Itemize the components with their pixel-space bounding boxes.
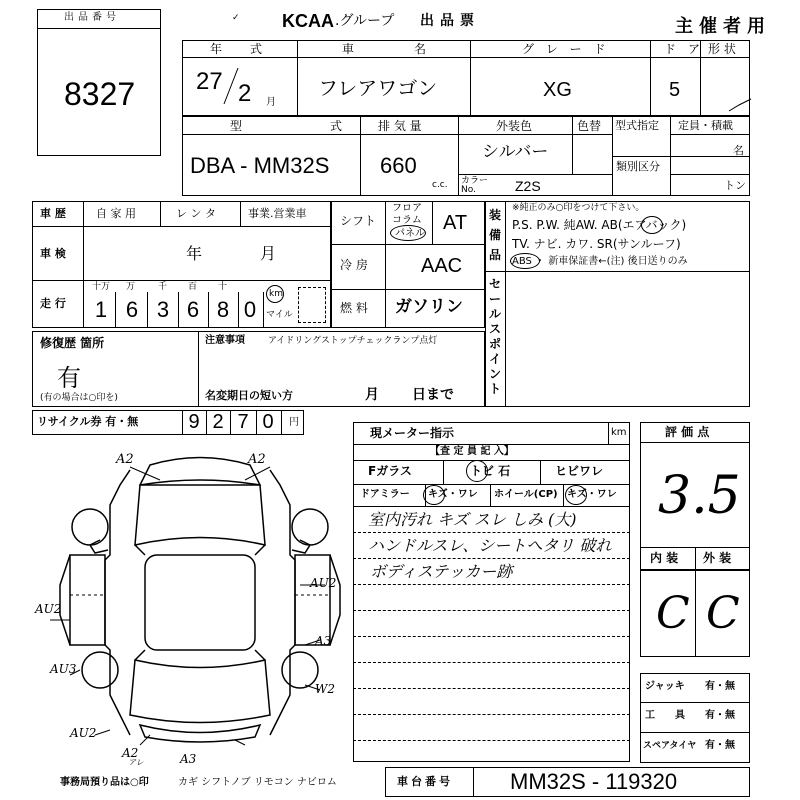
crack-label: ヒビワレ [555,464,604,478]
ton-unit: トン [724,179,746,192]
month-unit: 月 [266,97,276,108]
grade-label: グ レ ー ド [522,42,610,56]
interior-label: 内 装 [650,551,679,565]
short-expiry-label: 名変期日の短い方 [205,389,293,402]
jack-label: ジャッキ [645,681,685,692]
shift-value: AT [443,212,468,234]
mileage-digit-6: 0 [243,297,257,322]
interior-value: C [656,588,690,639]
capacity-label: 定員・積載 [678,119,733,132]
mark-au2-bottom-left: AU2 [70,726,97,740]
expiry-day-unit: 日まで [412,387,454,403]
org-logo: KCAA [282,11,334,31]
equipment-line-2: TV. ナビ. カワ. SR(サンルーフ) [512,237,681,251]
notes-value: アイドリングストップチェックランプ点灯 [268,336,438,346]
name-value: フレアワゴン [318,76,438,100]
shift-floor[interactable]: フロア [392,203,422,214]
name-label: 車 名 [342,42,433,56]
handwritten-note-1: 室内汚れ キズ スレ しみ (大) [368,510,577,529]
recycle-unit: 円 [289,417,299,428]
model-value: DBA - MM32S [190,153,330,178]
recycle-label: リサイクル券 有・無 [37,415,139,428]
persons-unit: 名 [733,144,744,157]
meter-unit: km [611,427,627,438]
history-option-rental[interactable]: レ ン タ [176,207,216,220]
spare-tire-value[interactable]: 有・無 [705,740,735,751]
mark-w2-right: W2 [315,682,335,696]
recycle-digit-3: 7 [237,411,249,433]
repair-note: (有の場合は○印を) [40,393,118,403]
organizer-label: 主催者用 [675,16,771,37]
mark-a2-top-left: A2 [116,452,134,467]
aircon-value: AAC [421,255,463,277]
mark-au3-left: AU3 [50,662,77,676]
mileage-place-1k: 千 [158,282,168,292]
month-value: 2 [238,80,252,107]
shape-label: 形 状 [708,42,736,56]
history-option-private[interactable]: 自 家 用 [96,207,136,220]
handwritten-note-2: ハンドルスレ、シートへタリ 破れ [368,536,612,555]
handwritten-note-3: ボディステッカー跡 [370,562,513,581]
chassis-label: 車台番号 [397,775,453,788]
jack-value[interactable]: 有・無 [705,681,735,692]
equipment-line-1: P.S. P.W. 純AW. AB(エアバック) [512,218,687,232]
car-damage-diagram [30,445,350,765]
mileage-label: 走 行 [40,297,66,310]
history-label: 車 歴 [40,207,66,220]
mileage-digit-3: 3 [156,297,170,322]
mark-a2-bottom: A2 [122,746,139,760]
repair-value: 有 [57,364,81,392]
doc-title: 出品票 [420,13,480,29]
office-items: カギ シフトノブ リモコン ナビロム [178,777,337,788]
notes-label: 注意事項 [205,335,245,346]
inspection-month-unit: 月 [260,244,277,263]
history-option-business[interactable]: 事業.営業車 [248,207,307,220]
sales-point-label: セールスポイント [489,277,502,396]
shift-panel[interactable]: パネル [395,228,425,239]
displacement-label: 排 気 量 [378,119,422,133]
office-note: 事務局預り品は○印 [60,777,149,788]
wheel-label: ホイール(CP) [494,489,558,500]
windshield-label: Fガラス [368,464,412,478]
inspection-label: 車 検 [40,247,66,260]
exterior-value: C [706,588,740,639]
mark-au2-left: AU2 [35,602,62,616]
inspector-label: 【査 定 員 記 入】 [430,446,514,457]
recycle-digit-4: 0 [262,411,274,433]
lot-label: 出品番号 [64,12,120,23]
grade-eval-value: 3.5 [658,466,741,526]
expiry-month-unit: 月 [365,387,379,403]
tools-value[interactable]: 有・無 [705,710,735,721]
doors-value: 5 [669,79,681,101]
chassis-value: MM32S - 119320 [510,769,678,794]
color-code-value: Z2S [515,178,541,194]
mileage-place-10: 十 [218,282,228,292]
grade-eval-label: 評 価 点 [665,425,710,439]
color-value: シルバー [482,142,549,162]
fuel-value: ガソリン [395,297,463,317]
lot-number: 8327 [64,76,136,112]
shift-label: シフト [340,214,377,228]
recycle-digit-1: 9 [188,411,200,433]
shift-column[interactable]: コラム [392,215,422,226]
year-value: 27 [196,68,223,95]
inspection-year-unit: 年 [186,244,203,263]
equipment-line-3: ABS ・ 新車保証書←(注) 後日送りのみ [512,256,688,267]
displacement-value: 660 [380,153,417,178]
mileage-digit-1: 1 [94,297,108,322]
mileage-place-100k: 十万 [92,282,111,292]
mileage-unit-km: km [269,289,283,299]
repair-label: 修復歴 箇所 [40,336,105,350]
aircon-label: 冷 房 [340,258,368,272]
mileage-place-100: 百 [188,282,198,292]
spare-tire-label: スペアタイヤ [643,741,697,751]
mark-a2-bottom-sub: アレ [128,758,144,765]
exterior-color-label: 外装色 [496,119,533,133]
org-suffix: .グループ [335,13,395,29]
mileage-unit-mile: マイル [266,310,293,320]
mark-a3-bottom: A3 [180,752,197,765]
meter-label: 現メーター指示 [370,426,455,440]
mileage-digit-4: 6 [186,297,200,322]
category-label: 類別区分 [616,160,660,173]
chip-label: トビ 石 [470,464,511,478]
displacement-unit: c.c. [432,180,448,190]
color-code-label: カラー No. [461,176,489,195]
mark-a3-right: A3 [315,634,332,648]
year-label: 年 式 [210,42,271,56]
mileage-digit-2: 6 [125,297,139,322]
type-designation-label: 型式指定 [615,119,659,132]
model-label: 型 式 [230,119,351,133]
equipment-note: ※純正のみ○印をつけて下さい。 [512,203,645,213]
doors-label: ド ア [664,42,701,56]
mileage-place-10k: 万 [126,282,136,292]
mark-a2-top-right: A2 [248,452,266,467]
fuel-label: 燃 料 [340,301,368,315]
mirror-damage-label: キズ・ワレ [428,489,478,500]
door-mirror-label: ドアミラー [360,489,410,500]
equipment-label: 装備品 [489,208,502,262]
mileage-digit-5: 8 [216,297,230,322]
exterior-label: 外 装 [703,551,732,565]
mark-au2-right: AU2 [310,576,337,590]
recycle-digit-2: 2 [212,411,224,433]
wheel-damage-label: キズ・ワレ [567,489,617,500]
grade-value: XG [543,79,572,101]
tools-label: 工 具 [645,710,685,721]
repaint-label: 色替 [577,119,602,133]
